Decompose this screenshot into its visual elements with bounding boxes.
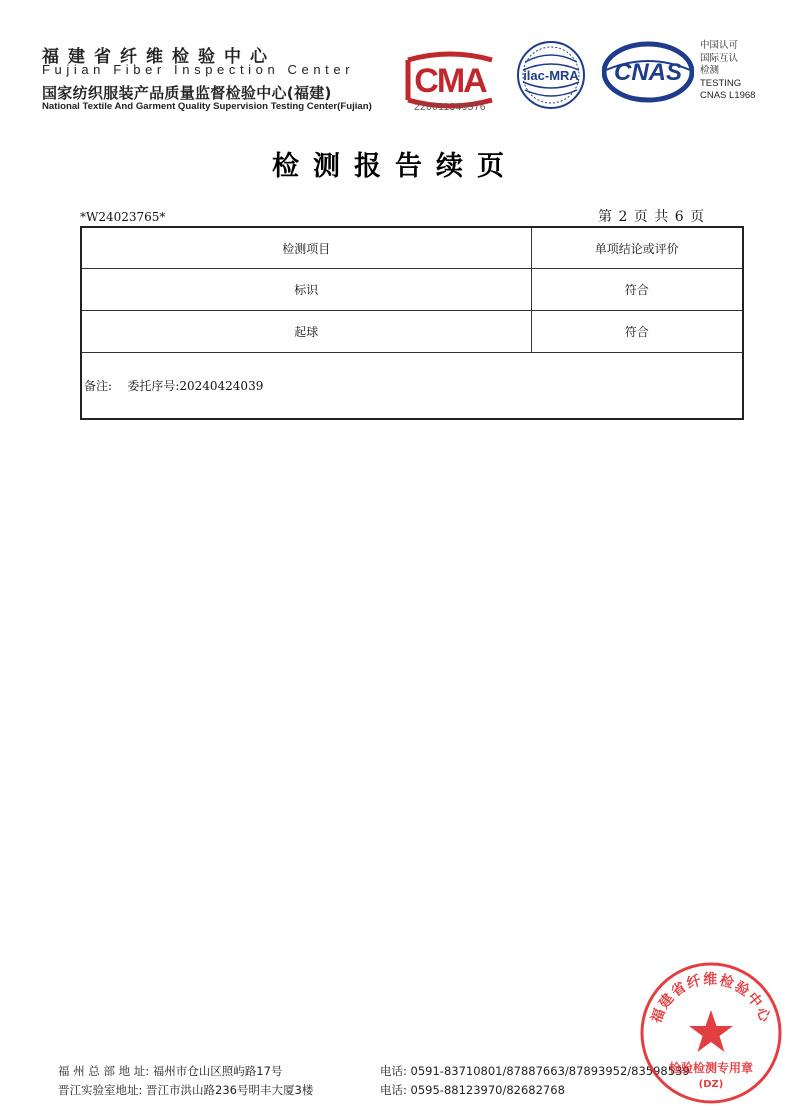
header-test-item: 检测项目	[81, 227, 531, 269]
ilac-mra-logo-icon	[513, 40, 589, 110]
note-row	[81, 353, 743, 420]
cma-number: 220011349576	[414, 102, 486, 113]
hq-phone: 电话: 0591-83710801/87887663/87893952/83598539	[380, 1064, 690, 1078]
org-name-cn: 福建省纤维检验中心	[42, 47, 276, 67]
cnas-mark-text: CNAS	[613, 59, 683, 86]
lab-phone: 电话: 0595-88123970/82682768	[380, 1083, 565, 1097]
conclusion-cell: 符合	[531, 311, 743, 353]
national-center-en: National Textile And Garment Quality Supervision Testing Center(Fujian)	[42, 101, 372, 112]
note-label: 备注:	[84, 379, 113, 393]
header-conclusion: 单项结论或评价	[531, 227, 743, 269]
cnas-line: TESTING	[700, 77, 742, 89]
conclusion-cell: 符合	[531, 269, 743, 311]
cnas-accreditation-text	[700, 40, 755, 103]
table-row	[81, 269, 743, 311]
cnas-line: CNAS L1968	[700, 90, 756, 101]
report-title: 检测报告续页	[272, 151, 518, 182]
cnas-line: 中国认可	[700, 40, 739, 51]
report-serial: *W24023765*	[80, 210, 166, 224]
cma-mark-text: CMA	[414, 62, 486, 100]
national-center-cn: 国家纺织服装产品质量监督检验中心(福建)	[42, 84, 332, 102]
results-table	[80, 226, 744, 420]
test-item-cell: 起球	[81, 311, 531, 353]
cnas-line: 检测	[700, 65, 720, 76]
lab-address: 晋江实验室地址: 晋江市洪山路236号明丰大厦3楼	[58, 1083, 314, 1097]
official-seal-icon	[638, 960, 784, 1106]
seal-bottom-text: 检验检测专用章	[668, 1061, 754, 1075]
note-value: 委托序号:20240424039	[127, 379, 264, 393]
org-name-en: Fujian Fiber Inspection Center	[42, 62, 355, 77]
note-cell	[81, 353, 743, 420]
cnas-line: 国际互认	[700, 52, 739, 64]
hq-address: 福 州 总 部 地 址: 福州市仓山区照屿路17号	[58, 1064, 283, 1078]
ilac-mark-text: ilac-MRA	[523, 68, 579, 83]
cnas-logo-icon	[602, 40, 694, 104]
seal-code: (DZ)	[698, 1079, 724, 1090]
page-number: 第 2 页 共 6 页	[598, 209, 705, 225]
table-row	[81, 311, 743, 353]
seal-top-text: 福建省纤维检验中心	[648, 971, 774, 1026]
test-item-cell: 标识	[81, 269, 531, 311]
table-header-row	[81, 227, 743, 269]
